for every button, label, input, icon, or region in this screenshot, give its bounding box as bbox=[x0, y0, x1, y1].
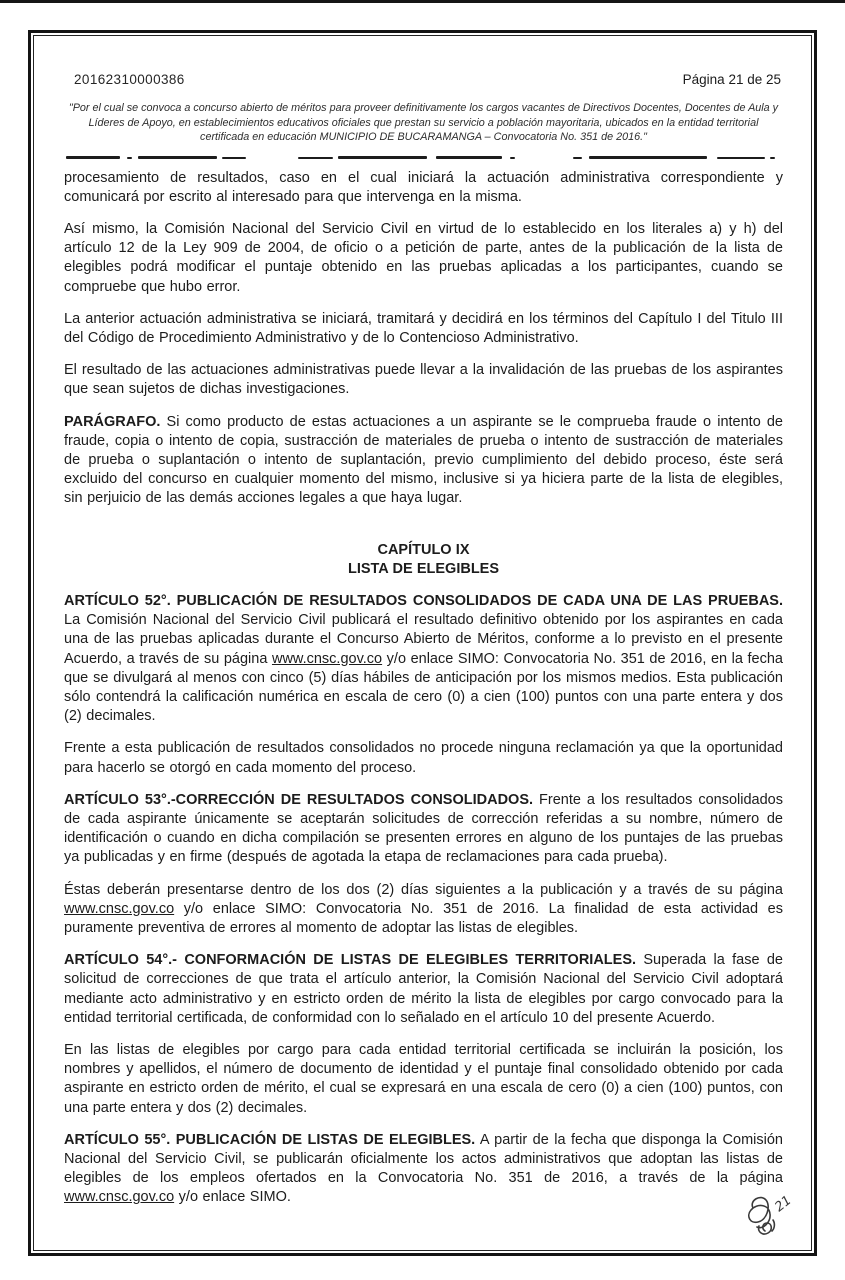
paragraph-estas-deberan bbox=[64, 881, 783, 939]
text-run: La anterior actuación administrativa se iniciará, tramitará y decidirá en los términos del Capítulo I del Titulo III del Código de Procedimiento Administrativo y de lo Contencioso Administrativo. bbox=[64, 310, 783, 346]
text-run: El resultado de las actuaciones administrativas puede llevar a la invalidación de las pruebas de los aspirantes que sean sujetos de dichas investigaciones. bbox=[64, 362, 783, 398]
text-run: Si como producto de estas actuaciones a un aspirante se le comprueba fraude o intento de fraude, copia o intento de copia, sustracción de materiales de prueba o intento de sustracción de materiales de prueba o suplantación o intento de suplantación, previo cumplimiento del debido proceso, éste será excluido del concurso en cualquier momento del mismo, inclusive si ya hiciera parte de la lista de elegibles, sin perjuicio de las demás acciones legales a que haya lugar. bbox=[64, 413, 783, 507]
document-page-frame bbox=[28, 30, 817, 1256]
paragraph-actuacion-administrativa bbox=[64, 310, 783, 348]
text-run: En las listas de elegibles por cargo para cada entidad territorial certificada se incluirán la posición, los nombres y apellidos, el número de documento de identidad y el puntaje final consolidado obtenido por cada aspirante en estricto orden de mérito, el cual se expresará en una escala de cero (0) a cien (100) puntos, con una parte entera y dos (2) decimales. bbox=[64, 1042, 783, 1116]
paragraph-articulo-55 bbox=[64, 1131, 783, 1208]
paragraph-continuation bbox=[64, 169, 783, 207]
text-run: Frente a esta publicación de resultados consolidados no procede ninguna reclamación ya que la oportunidad para hacerlo se otorgó en cada momento del proceso. bbox=[64, 740, 783, 776]
scan-top-edge-line bbox=[0, 0, 845, 3]
page-header bbox=[64, 72, 783, 87]
heading-capitulo-ix bbox=[64, 541, 783, 560]
text-run: Éstas deberán presentarse dentro de los dos (2) días siguientes a la publicación y a través de su página bbox=[64, 881, 783, 898]
paragraph-articulo-52 bbox=[64, 592, 783, 726]
paragraph-resultado-actuaciones bbox=[64, 361, 783, 399]
text-run: Frente a los resultados consolidados de cada aspirante únicamente se aceptarán solicitudes de corrección referidas a su nombre, número de identificación o cuando en dicha compilación se presenten errores en alguno de los puntajes de las pruebas ya publicadas y en firme (después de agotada la etapa de reclamaciones para cada prueba). bbox=[64, 791, 783, 866]
document-body bbox=[64, 169, 783, 1208]
paragraph-frente-publicacion bbox=[64, 739, 783, 777]
paragraph-paragrafo bbox=[64, 413, 783, 509]
handwritten-doodle-icon bbox=[739, 1190, 801, 1246]
text-run: La Comisión Nacional del Servicio Civil publicará el resultado definitivo obtenido por los aspirantes en cada una de las pruebas aplicadas durante el Concurso Abierto de Méritos, conforme a lo previsto en el presente Acuerdo, a través de su página bbox=[64, 612, 783, 667]
heading-lista-de-elegibles bbox=[64, 560, 783, 579]
bold-run: LISTA DE ELEGIBLES bbox=[347, 560, 500, 577]
text-run: y/o enlace SIMO. bbox=[174, 1189, 291, 1206]
bold-run: PARÁGRAFO. bbox=[64, 413, 161, 430]
paragraph-articulo-54 bbox=[64, 951, 783, 1028]
paragraph-asi-mismo bbox=[64, 220, 783, 297]
link-text: www.cnsc.gov.co bbox=[64, 900, 175, 917]
document-page-inner-border bbox=[33, 35, 812, 1251]
link-text: www.cnsc.gov.co bbox=[271, 650, 383, 667]
handwritten-initials bbox=[739, 1190, 801, 1246]
text-run: Así mismo, la Comisión Nacional del Servicio Civil en virtud de lo establecido en los literales a) y h) del artículo 12 de la Ley 909 de 2004, de oficio o a petición de parte, antes de la publicación de la lista de elegibles podrá modificar el puntaje obtenido en las pruebas aplicadas a los participantes, cuando se compruebe que hubo error. bbox=[64, 220, 783, 295]
text-run: procesamiento de resultados, caso en el cual iniciará la actuación administrativa correspondiente y comunicará por escrito al interesado para que intervenga en la misma. bbox=[64, 169, 783, 205]
convocatoria-quote: "Por el cual se convoca a concurso abierto de méritos para proveer definitivamente los cargos vacantes de Directivos Docentes, Docentes de Aula y Líderes de Apoyo, en establecimientos educativos oficiales que prestan su servicio a población mayoritaria, ubicados en la entidad territorial certificada en educación MUNICIPIO DE BUCARAMANGA – Convocatoria No. 351 de 2016." bbox=[68, 102, 779, 143]
paragraph-listas-por-cargo bbox=[64, 1041, 783, 1118]
bold-run: CAPÍTULO IX bbox=[377, 541, 470, 558]
bold-run: ARTÍCULO 55°. PUBLICACIÓN DE LISTAS DE ELEGIBLES. bbox=[64, 1131, 476, 1148]
separator-line bbox=[66, 156, 781, 160]
document-number: 20162310000386 bbox=[74, 72, 185, 87]
bold-run: ARTÍCULO 53°.-CORRECCIÓN DE RESULTADOS CONSOLIDADOS. bbox=[64, 791, 534, 808]
paragraph-articulo-53 bbox=[64, 791, 783, 868]
text-run: y/o enlace SIMO: Convocatoria No. 351 de 2016, en la fecha que se divulgará al menos con cinco (5) días hábiles de anticipación por los mismos medios. Esta publicación sólo contendrá la calificación numérica en escala de cero (0) a cien (100) puntos con una parte entera y dos (2) decimales. bbox=[64, 650, 783, 725]
text-run: y/o enlace SIMO: Convocatoria No. 351 de 2016. La finalidad de esta actividad es puramente preventiva de errores al momento de adoptar las listas de elegibles. bbox=[64, 900, 783, 936]
handwritten-page-number: 21 bbox=[772, 1193, 795, 1216]
link-text: www.cnsc.gov.co bbox=[64, 1189, 175, 1206]
text-run: A partir de la fecha que disponga la Comisión Nacional del Servicio Civil, se publicarán oficialmente los actos administrativos que adoptan las listas de elegibles de los empleos ofertados en la Convocatoria No. 351 de 2016, a través de la página bbox=[64, 1131, 783, 1187]
text-run: Superada la fase de solicitud de correcciones de que trata el artículo anterior, la Comisión Nacional del Servicio Civil adoptará mediante acto administrativo y en estricto orden de mérito la lista de elegibles por cargo convocado para la entidad territorial certificada, de conformidad con lo señalado en el artículo 10 del presente Acuerdo. bbox=[64, 952, 783, 1026]
page-number-label: Página 21 de 25 bbox=[682, 72, 781, 87]
bold-run: ARTÍCULO 52°. PUBLICACIÓN DE RESULTADOS CONSOLIDADOS DE CADA UNA DE LAS PRUEBAS. bbox=[64, 592, 783, 609]
bold-run: ARTÍCULO 54°.- CONFORMACIÓN DE LISTAS DE ELEGIBLES TERRITORIALES. bbox=[64, 952, 637, 969]
